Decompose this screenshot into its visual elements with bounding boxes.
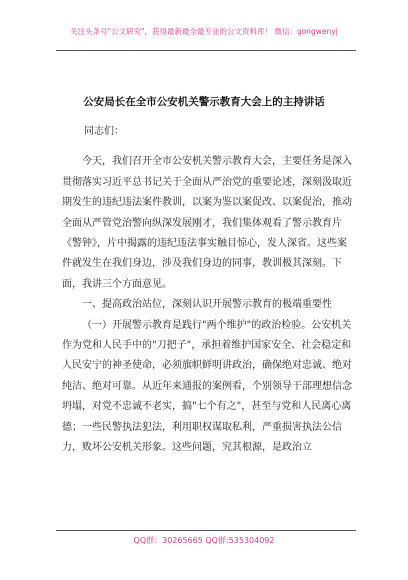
footer-note: QQ群：30265665 QQ群:535304092 bbox=[133, 536, 275, 545]
footer-divider bbox=[56, 530, 356, 531]
header-divider bbox=[56, 50, 356, 51]
paragraph: （一）开展警示教育是践行"两个维护"的政治检验。公安机关作为党和人民手中的"刀把子"，承担着维护国家安全、社会稳定和人民安宁的神圣使命，必须旗帜鲜明讲政治，确保绝对忠诚、绝对纯洁、绝对可靠。从近年来通报的案例看，个别领导干部理想信念坍塌，对党不忠诚不老实，搞"七个有之"，甚至与党和人民离心离德；一些民警执法犯法，利用职权谋取私利，严重损害执法公信力，败坏公安机关形象。这些问题，究其根源，是政治立 bbox=[62, 319, 352, 454]
paragraph: 今天，我们召开全市公安机关警示教育大会，主要任务是深入贯彻落实习近平总书记关于全面从严治党的重要论述，深刻汲取近期发生的违纪违法案件教训，以案为鉴以案促改、以案促治，推动全面从严管党治警向纵深发展刚才，我们集体观看了警示教育片《警钟》，片中揭露的违纪违法事实触目惊心，发人深省。这些案件就发生在我们身边，涉及我们身边的同事，教训极其深刻。下面，我讲三个方面意见。 bbox=[62, 156, 352, 290]
header-note: 关注头条号"公文研究"，获得最新最全最专业的公文资料库！ 微信：gongwenyj bbox=[70, 27, 338, 36]
section-heading: 一、提高政治站位，深刻认识开展警示教育的极端重要性 bbox=[82, 299, 332, 311]
salutation: 同志们： bbox=[84, 126, 124, 137]
document-body bbox=[62, 122, 352, 459]
document-title: 公安局长在全市公安机关警示教育大会上的主持讲话 bbox=[83, 96, 325, 108]
